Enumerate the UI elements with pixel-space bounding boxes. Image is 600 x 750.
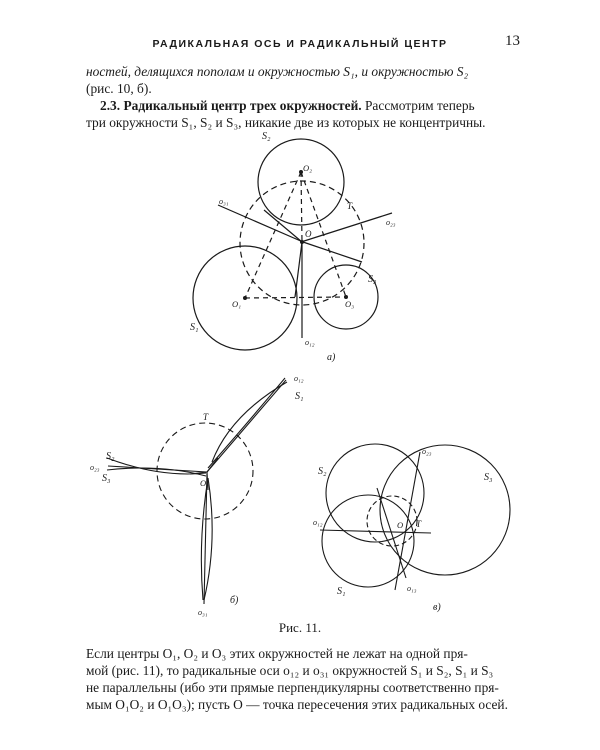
axis-o12 (207, 380, 286, 472)
text-line: Если центры O₁, O₂ и O₃ этих окружностей не лежат на одной пря- (86, 646, 468, 661)
section-title: Радикальный центр трех окружностей. (123, 98, 362, 113)
tangent-to-s1 (295, 242, 302, 297)
label-o12: o₁₂ (294, 374, 304, 383)
text-line: (рис. 10, б). (86, 81, 152, 96)
text-line: три окружности S₁, S₂ и S₃, никакие две из которых не концентричны. (86, 115, 486, 130)
page-number: 13 (505, 33, 520, 49)
label-s3: S₃ (484, 472, 493, 483)
text-line: ностей, делящихся пополам и окружностью S₁, и окружностью S₂ (86, 64, 469, 79)
circle-s2 (326, 444, 424, 542)
figure-b (107, 378, 287, 604)
figure-b-labels (90, 374, 304, 617)
label-o: O (397, 520, 404, 530)
text-fragment: Рассмотрим теперь (361, 98, 475, 113)
header-title: РАДИКАЛЬНАЯ ОСЬ И РАДИКАЛЬНЫЙ ЦЕНТР (152, 38, 448, 50)
panel-label-b: б) (230, 595, 239, 606)
center-triangle (245, 172, 346, 298)
label-s2: S₂ (262, 131, 271, 142)
label-o12: o₁₂ (313, 518, 323, 527)
figure-a-labels (190, 131, 396, 363)
label-t: Т (203, 412, 209, 422)
tangent-to-s2 (264, 210, 302, 242)
axis-o23 (301, 213, 392, 242)
panel-label-a: а) (327, 352, 336, 363)
text-line: не параллельны (ибо эти прямые перпендикулярны соответственно пря- (86, 680, 499, 695)
label-s1: S₁ (295, 391, 304, 402)
label-o1: O₁ (232, 299, 242, 309)
label-o23: o₂₃ (90, 463, 100, 472)
label-s3: S₃ (368, 274, 377, 285)
figure-c (320, 444, 510, 590)
label-s1: S₁ (190, 322, 199, 333)
text-line: мым O₁O₂ и O₁O₃); пусть O — точка пересечения этих радикальных осей. (86, 697, 508, 712)
label-o: O (200, 478, 207, 488)
arc-s2-left (107, 458, 206, 474)
label-o12: o₁₂ (305, 338, 315, 347)
label-s1: S₁ (337, 586, 346, 597)
label-o31: o₃₁ (198, 608, 208, 617)
orthogonal-circle-t (157, 423, 253, 519)
figure-a (193, 139, 392, 350)
arc-s1 (208, 378, 285, 468)
label-o2: O₂ (303, 163, 313, 173)
label-s2: S₂ (318, 466, 327, 477)
section-number: 2.3. (100, 98, 121, 113)
circle-s3 (380, 445, 510, 575)
figure-caption: Рис. 11. (278, 620, 322, 635)
text-line: мой (рис. 11), то радикальные оси o₁₂ и o₃₁ окружностей S₁ и S₂, S₁ и S₃ (86, 663, 494, 678)
label-s2: S₂ (106, 451, 115, 462)
panel-label-c: в) (433, 602, 441, 613)
label-o31: o₃₁ (219, 197, 229, 206)
label-o3: O₃ (345, 299, 355, 309)
label-o: O (305, 229, 312, 239)
label-t: Т (347, 201, 353, 211)
label-t: Т (416, 519, 422, 529)
label-o13: o₁₃ (407, 584, 417, 593)
label-o23: o₂₃ (422, 447, 432, 456)
label-s3: S₃ (102, 473, 111, 484)
label-o23: o₂₃ (386, 218, 396, 227)
